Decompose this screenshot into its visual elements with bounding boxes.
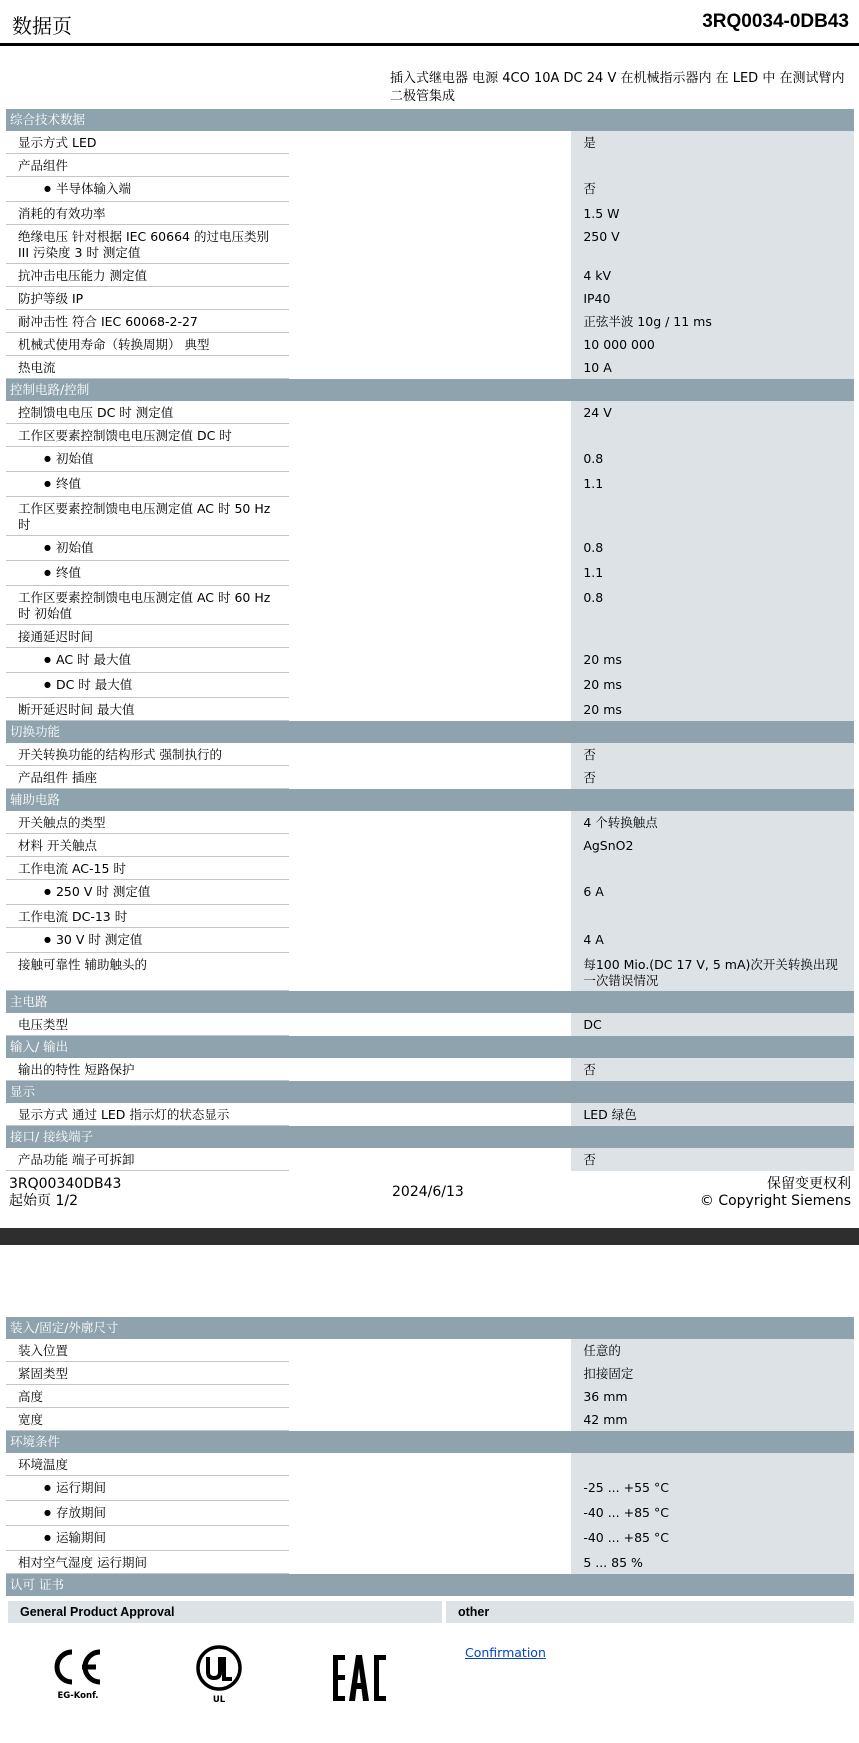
spec-label xyxy=(6,953,289,991)
column-gap xyxy=(289,356,572,379)
footer-rights: 保留变更权利 xyxy=(767,1176,851,1192)
spec-value: 0.8 xyxy=(571,536,854,561)
spec-value: 否 xyxy=(571,1148,854,1171)
section-header-row xyxy=(6,789,854,811)
spec-label xyxy=(6,1476,289,1501)
spec-label-text: 控制馈电电压 DC 时 测定值 xyxy=(18,405,174,420)
spec-label xyxy=(6,287,289,310)
eac-mark-icon xyxy=(330,1653,390,1703)
column-gap xyxy=(289,1339,572,1362)
section-title: 辅助电路 xyxy=(6,789,854,811)
spec-label xyxy=(6,905,289,928)
spec-label xyxy=(6,177,289,202)
spec-label xyxy=(6,1013,289,1036)
spec-sublabel: ● 30 V 时 测定值 xyxy=(18,932,142,947)
page-separator xyxy=(0,1228,859,1245)
spec-value: -25 ... +55 °C xyxy=(571,1476,854,1501)
spec-value: 0.8 xyxy=(571,447,854,472)
spec-label xyxy=(6,356,289,379)
spec-label-text: 耐冲击性 符合 IEC 60068-2-27 xyxy=(18,314,198,329)
spec-label-text: 高度 xyxy=(18,1389,44,1404)
column-gap xyxy=(289,1526,572,1551)
spec-row xyxy=(6,333,854,356)
spec-value xyxy=(571,1453,854,1476)
spec-label xyxy=(6,743,289,766)
spec-label xyxy=(6,1339,289,1362)
spec-value: DC xyxy=(571,1013,854,1036)
spec-row xyxy=(6,401,854,424)
spec-label-text: 防护等级 IP xyxy=(18,291,84,306)
spec-label-text: 工作电流 AC-15 时 xyxy=(18,861,126,876)
ce-mark-logo xyxy=(48,1648,108,1701)
spec-label-text: 工作区要素控制馈电电压测定值 AC 时 50 Hz 时 xyxy=(18,501,271,532)
spec-value: 42 mm xyxy=(571,1408,854,1431)
section-title: 控制电路/控制 xyxy=(6,379,854,401)
spec-value: 正弦半波 10g / 11 ms xyxy=(571,310,854,333)
spec-label-text: 产品组件 xyxy=(18,158,69,173)
column-gap xyxy=(289,625,572,648)
page-title: 数据页 xyxy=(12,14,72,38)
spec-label-text: 工作电流 DC-13 时 xyxy=(18,909,128,924)
approvals-table xyxy=(8,1601,854,1623)
column-gap xyxy=(289,648,572,673)
ul-mark-logo xyxy=(194,1645,244,1705)
spec-row xyxy=(6,625,854,648)
spec-label xyxy=(6,1526,289,1551)
spec-value: AgSnO2 xyxy=(571,834,854,857)
spec-sublabel: ● 存放期间 xyxy=(18,1505,106,1520)
spec-label xyxy=(6,811,289,834)
column-gap xyxy=(289,1013,572,1036)
column-gap xyxy=(289,880,572,905)
spec-label xyxy=(6,401,289,424)
spec-row xyxy=(6,1013,854,1036)
spec-label xyxy=(6,264,289,287)
spec-value: 否 xyxy=(571,766,854,789)
spec-label-text: 装入位置 xyxy=(18,1343,69,1358)
spec-row xyxy=(6,131,854,154)
spec-value: 否 xyxy=(571,743,854,766)
spec-row xyxy=(6,1526,854,1551)
spec-value: 10 000 000 xyxy=(571,333,854,356)
spec-sublabel: ● 终值 xyxy=(18,476,81,491)
spec-value: 4 kV xyxy=(571,264,854,287)
spec-sublabel: ● 半导体输入端 xyxy=(18,181,131,196)
spec-label-text: 开关转换功能的结构形式 强制执行的 xyxy=(18,747,222,762)
spec-label xyxy=(6,424,289,447)
confirmation-link[interactable]: Confirmation xyxy=(465,1645,546,1660)
spec-sublabel: ● 初始值 xyxy=(18,451,94,466)
spec-label-text: 接通延迟时间 xyxy=(18,629,94,644)
spec-label xyxy=(6,928,289,953)
spec-value: 24 V xyxy=(571,401,854,424)
column-gap xyxy=(289,561,572,586)
column-gap xyxy=(289,586,572,625)
spec-row xyxy=(6,586,854,625)
spec-label xyxy=(6,857,289,880)
spec-row xyxy=(6,766,854,789)
section-header-row xyxy=(6,109,854,131)
spec-row xyxy=(6,356,854,379)
approval-col-general: General Product Approval xyxy=(8,1601,442,1623)
column-gap xyxy=(289,401,572,424)
spec-sublabel: ● 250 V 时 测定值 xyxy=(18,884,150,899)
spec-row xyxy=(6,834,854,857)
column-gap xyxy=(289,857,572,880)
column-gap xyxy=(289,1103,572,1126)
spec-value: 20 ms xyxy=(571,673,854,698)
approval-col-other: other xyxy=(442,1601,854,1623)
spec-row xyxy=(6,287,854,310)
column-gap xyxy=(289,536,572,561)
spec-value: 0.8 xyxy=(571,586,854,625)
spec-value: 20 ms xyxy=(571,698,854,721)
column-gap xyxy=(289,928,572,953)
spec-value xyxy=(571,424,854,447)
spec-value: 扣接固定 xyxy=(571,1362,854,1385)
spec-row xyxy=(6,225,854,264)
spec-row xyxy=(6,202,854,225)
spec-label xyxy=(6,1103,289,1126)
section-title: 接口/ 接线端子 xyxy=(6,1126,854,1148)
spec-label xyxy=(6,472,289,497)
spec-label-text: 消耗的有效功率 xyxy=(18,206,106,221)
spec-label-text: 显示方式 LED xyxy=(18,135,97,150)
column-gap xyxy=(289,1362,572,1385)
ce-caption: EG-Konf. xyxy=(57,1691,99,1701)
spec-row xyxy=(6,1501,854,1526)
spec-row xyxy=(6,1476,854,1501)
section-title: 显示 xyxy=(6,1081,854,1103)
section-header-row xyxy=(6,991,854,1013)
footer-page: 起始页 1/2 xyxy=(9,1193,78,1209)
spec-row xyxy=(6,743,854,766)
spec-row xyxy=(6,648,854,673)
column-gap xyxy=(289,1385,572,1408)
spec-value: 是 xyxy=(571,131,854,154)
spec-sublabel: ● DC 时 最大值 xyxy=(18,677,132,692)
page-header xyxy=(0,0,859,46)
column-gap xyxy=(289,287,572,310)
spec-label-text: 输出的特性 短路保护 xyxy=(18,1062,135,1077)
spec-row xyxy=(6,905,854,928)
spec-row xyxy=(6,811,854,834)
spec-label-text: 电压类型 xyxy=(18,1017,69,1032)
footer-left xyxy=(9,1176,121,1210)
spec-label xyxy=(6,648,289,673)
ul-mark-icon xyxy=(194,1645,244,1691)
spec-label-text: 材料 开关触点 xyxy=(18,838,97,853)
section-title: 切换功能 xyxy=(6,721,854,743)
section-title: 综合技术数据 xyxy=(6,109,854,131)
spec-value: 10 A xyxy=(571,356,854,379)
spec-row xyxy=(6,1362,854,1385)
spec-label xyxy=(6,561,289,586)
section-title: 输入/ 输出 xyxy=(6,1036,854,1058)
spec-label xyxy=(6,766,289,789)
spec-value: -40 ... +85 °C xyxy=(571,1526,854,1551)
column-gap xyxy=(289,1148,572,1171)
spec-label xyxy=(6,310,289,333)
product-code: 3RQ0034-0DB43 xyxy=(702,11,849,32)
footer-right xyxy=(700,1176,851,1210)
spec-sublabel: ● 终值 xyxy=(18,565,81,580)
spec-label xyxy=(6,1385,289,1408)
spec-label-text: 相对空气湿度 运行期间 xyxy=(18,1555,147,1570)
spec-label-text: 环境温度 xyxy=(18,1457,69,1472)
column-gap xyxy=(289,743,572,766)
spec-row xyxy=(6,1339,854,1362)
spec-row xyxy=(6,1103,854,1126)
spec-label xyxy=(6,834,289,857)
spec-row xyxy=(6,154,854,177)
column-gap xyxy=(289,225,572,264)
spec-row xyxy=(6,1453,854,1476)
spec-label-text: 宽度 xyxy=(18,1412,44,1427)
column-gap xyxy=(289,1408,572,1431)
spec-label-text: 接触可靠性 辅助触头的 xyxy=(18,957,147,972)
section-header-row xyxy=(6,379,854,401)
spec-value xyxy=(571,905,854,928)
spec-row xyxy=(6,1058,854,1081)
spec-value xyxy=(571,857,854,880)
ul-caption: UL xyxy=(212,1695,226,1705)
spec-row xyxy=(6,264,854,287)
column-gap xyxy=(289,447,572,472)
column-gap xyxy=(289,1551,572,1574)
spec-row xyxy=(6,177,854,202)
spec-label xyxy=(6,880,289,905)
spec-label xyxy=(6,333,289,356)
spec-value: 任意的 xyxy=(571,1339,854,1362)
column-gap xyxy=(289,333,572,356)
section-title: 装入/固定/外廓尺寸 xyxy=(6,1317,854,1339)
column-gap xyxy=(289,953,572,991)
spec-value: 20 ms xyxy=(571,648,854,673)
spec-label xyxy=(6,1058,289,1081)
ce-mark-icon xyxy=(48,1648,108,1686)
spec-value: 1.1 xyxy=(571,561,854,586)
footer-code: 3RQ00340DB43 xyxy=(9,1176,122,1192)
spec-sublabel: ● 初始值 xyxy=(18,540,94,555)
spec-sublabel: ● AC 时 最大值 xyxy=(18,652,131,667)
section-title: 认可 证书 xyxy=(6,1574,854,1596)
spec-value: 否 xyxy=(571,1058,854,1081)
section-header-row xyxy=(6,1431,854,1453)
spec-row xyxy=(6,880,854,905)
column-gap xyxy=(289,310,572,333)
column-gap xyxy=(289,1501,572,1526)
spec-table-page1 xyxy=(6,109,854,1171)
spec-row xyxy=(6,561,854,586)
spec-row xyxy=(6,1551,854,1574)
approvals-header-row xyxy=(8,1601,854,1623)
spec-label xyxy=(6,586,289,625)
column-gap xyxy=(289,1476,572,1501)
column-gap xyxy=(289,202,572,225)
spec-label xyxy=(6,1362,289,1385)
spec-label-text: 显示方式 通过 LED 指示灯的状态显示 xyxy=(18,1107,230,1122)
spec-value: LED 绿色 xyxy=(571,1103,854,1126)
spec-row xyxy=(6,698,854,721)
spec-label-text: 开关触点的类型 xyxy=(18,815,106,830)
spec-value xyxy=(571,625,854,648)
spec-value: 5 ... 85 % xyxy=(571,1551,854,1574)
column-gap xyxy=(289,811,572,834)
spec-label-text: 工作区要素控制馈电电压测定值 AC 时 60 Hz 时 初始值 xyxy=(18,590,271,621)
column-gap xyxy=(289,424,572,447)
spec-value xyxy=(571,154,854,177)
spec-label xyxy=(6,1408,289,1431)
column-gap xyxy=(289,1058,572,1081)
spec-label xyxy=(6,1551,289,1574)
spec-label-text: 产品功能 端子可拆卸 xyxy=(18,1152,135,1167)
section-header-row xyxy=(6,1317,854,1339)
spec-row xyxy=(6,1148,854,1171)
spec-label-text: 抗冲击电压能力 测定值 xyxy=(18,268,147,283)
column-gap xyxy=(289,698,572,721)
section-header-row xyxy=(6,721,854,743)
column-gap xyxy=(289,1453,572,1476)
column-gap xyxy=(289,673,572,698)
column-gap xyxy=(289,131,572,154)
spec-label xyxy=(6,202,289,225)
spec-value: 4 A xyxy=(571,928,854,953)
spec-label xyxy=(6,673,289,698)
spec-row xyxy=(6,857,854,880)
spec-value xyxy=(571,497,854,536)
spec-label xyxy=(6,536,289,561)
spec-label-text: 绝缘电压 针对根据 IEC 60664 的过电压类别 III 污染度 3 时 测定值 xyxy=(18,229,269,260)
spec-label xyxy=(6,154,289,177)
spec-label-text: 热电流 xyxy=(18,360,56,375)
spec-value: IP40 xyxy=(571,287,854,310)
spec-row xyxy=(6,953,854,991)
spec-row xyxy=(6,424,854,447)
spec-value: 4 个转换触点 xyxy=(571,811,854,834)
spec-label xyxy=(6,497,289,536)
spec-label-text: 机械式使用寿命（转换周期） 典型 xyxy=(18,337,210,352)
spec-row xyxy=(6,497,854,536)
spec-label xyxy=(6,698,289,721)
spec-label xyxy=(6,1501,289,1526)
section-title: 主电路 xyxy=(6,991,854,1013)
section-header-row xyxy=(6,1574,854,1596)
column-gap xyxy=(289,905,572,928)
spec-value: 每100 Mio.(DC 17 V, 5 mA)次开关转换出现一次错误情况 xyxy=(571,953,854,991)
column-gap xyxy=(289,264,572,287)
spec-row xyxy=(6,928,854,953)
section-header-row xyxy=(6,1081,854,1103)
spec-row xyxy=(6,536,854,561)
spec-label xyxy=(6,225,289,264)
spec-sublabel: ● 运输期间 xyxy=(18,1530,106,1545)
spec-label xyxy=(6,625,289,648)
spec-label-text: 产品组件 插座 xyxy=(18,770,97,785)
footer-copyright: © Copyright Siemens xyxy=(699,1193,851,1209)
column-gap xyxy=(289,766,572,789)
spec-value: 1.5 W xyxy=(571,202,854,225)
section-title: 环境条件 xyxy=(6,1431,854,1453)
spec-row xyxy=(6,1408,854,1431)
spec-value: 否 xyxy=(571,177,854,202)
spec-value: 1.1 xyxy=(571,472,854,497)
column-gap xyxy=(289,497,572,536)
product-description: 插入式继电器 电源 4CO 10A DC 24 V 在机械指示器内 在 LED 中 在测试臂内 二极管集成 xyxy=(390,71,845,104)
footer-date: 2024/6/13 xyxy=(392,1184,464,1200)
spec-value: 6 A xyxy=(571,880,854,905)
page-footer xyxy=(0,1176,859,1216)
spec-row xyxy=(6,1385,854,1408)
spec-value: 250 V xyxy=(571,225,854,264)
spec-label xyxy=(6,1453,289,1476)
spec-label xyxy=(6,447,289,472)
spec-value: -40 ... +85 °C xyxy=(571,1501,854,1526)
section-header-row xyxy=(6,1126,854,1148)
section-header-row xyxy=(6,1036,854,1058)
spec-row xyxy=(6,673,854,698)
column-gap xyxy=(289,177,572,202)
spec-label-text: 工作区要素控制馈电电压测定值 DC 时 xyxy=(18,428,232,443)
spec-table-page2 xyxy=(6,1317,854,1596)
spec-label-text: 紧固类型 xyxy=(18,1366,69,1381)
spec-row xyxy=(6,472,854,497)
spec-sublabel: ● 运行期间 xyxy=(18,1480,106,1495)
column-gap xyxy=(289,834,572,857)
spec-label xyxy=(6,1148,289,1171)
spec-label-text: 断开延迟时间 最大值 xyxy=(18,702,135,717)
eac-mark-logo xyxy=(330,1653,390,1707)
spec-label xyxy=(6,131,289,154)
column-gap xyxy=(289,154,572,177)
spec-value: 36 mm xyxy=(571,1385,854,1408)
column-gap xyxy=(289,472,572,497)
spec-row xyxy=(6,447,854,472)
spec-row xyxy=(6,310,854,333)
